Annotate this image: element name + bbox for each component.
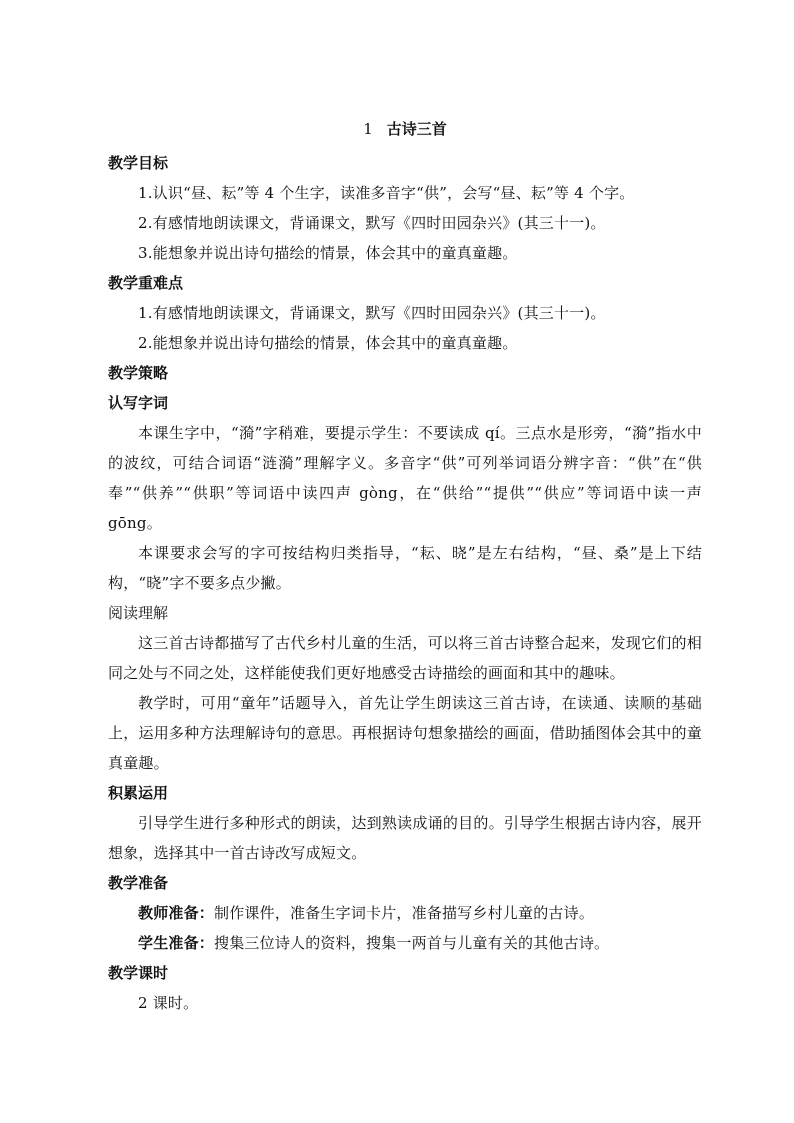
lesson-number: 1 bbox=[363, 120, 373, 138]
strategy-heading: 教学策略 bbox=[108, 364, 169, 382]
hours-text: 2 课时。 bbox=[138, 994, 199, 1012]
teacher-prep bbox=[108, 898, 702, 928]
teacher-prep-text: 制作课件，准备生字词卡片，准备描写乡村儿童的古诗。 bbox=[214, 904, 595, 922]
document-body bbox=[108, 116, 702, 1018]
practice-subheading: 积累运用 bbox=[108, 784, 169, 802]
keypoints-heading: 教学重难点 bbox=[108, 274, 184, 292]
practice-paragraph: 引导学生进行多种形式的朗读，达到熟读成诵的目的。引导学生根据古诗内容，展开想象，选择其中一首古诗改写成短文。 bbox=[108, 814, 702, 862]
hours-heading: 教学课时 bbox=[108, 964, 169, 982]
keypoint-item-1: 1.有感情地朗读课文，背诵课文，默写《四时田园杂兴》(其三十一)。 bbox=[138, 304, 606, 322]
student-prep-text: 搜集三位诗人的资料，搜集一两首与儿童有关的其他古诗。 bbox=[214, 934, 610, 952]
student-prep-label: 学生准备： bbox=[138, 934, 215, 952]
reading-paragraph-1: 这三首古诗都描写了古代乡村儿童的生活，可以将三首古诗整合起来，发现它们的相同之处与不同之处，这样能使我们更好地感受古诗描绘的画面和其中的趣味。 bbox=[108, 634, 702, 682]
page-title bbox=[108, 116, 702, 142]
goal-item-1: 1.认识“昼、耘”等 4 个生字，读准多音字“供”，会写“昼、耘”等 4 个字。 bbox=[138, 184, 635, 202]
goals-heading: 教学目标 bbox=[108, 154, 169, 172]
literacy-paragraph-2: 本课要求会写的字可按结构归类指导，“耘、晓”是左右结构，“昼、桑”是上下结构，“晓”字不要多点少撇。 bbox=[108, 544, 702, 592]
student-prep bbox=[108, 928, 702, 958]
reading-paragraph-2: 教学时，可用“童年”话题导入，首先让学生朗读这三首古诗，在读通、读顺的基础上，运用多种方法理解诗句的意思。再根据诗句想象描绘的画面，借助插图体会其中的童真童趣。 bbox=[108, 694, 702, 772]
lesson-title: 古诗三首 bbox=[386, 120, 447, 138]
reading-subheading: 阅读理解 bbox=[108, 604, 169, 622]
keypoint-item-2: 2.能想象并说出诗句描绘的情景，体会其中的童真童趣。 bbox=[138, 334, 518, 352]
literacy-paragraph-1: 本课生字中，“漪”字稍难，要提示学生：不要读成 qí。三点水是形旁，“漪”指水中的波纹，可结合词语“涟漪”理解字义。多音字“供”可列举词语分辨字音：“供”在“供奉”“供养”“供职”等词语中读四声 gòng，在“供给”“提供”“供应”等词语中读一声 gōng。 bbox=[108, 424, 702, 532]
goal-item-3: 3.能想象并说出诗句描绘的情景，体会其中的童真童趣。 bbox=[138, 244, 518, 262]
literacy-subheading: 认写字词 bbox=[108, 394, 169, 412]
teacher-prep-label: 教师准备： bbox=[138, 904, 215, 922]
goal-item-2: 2.有感情地朗读课文，背诵课文，默写《四时田园杂兴》(其三十一)。 bbox=[138, 214, 606, 232]
prep-heading: 教学准备 bbox=[108, 874, 169, 892]
